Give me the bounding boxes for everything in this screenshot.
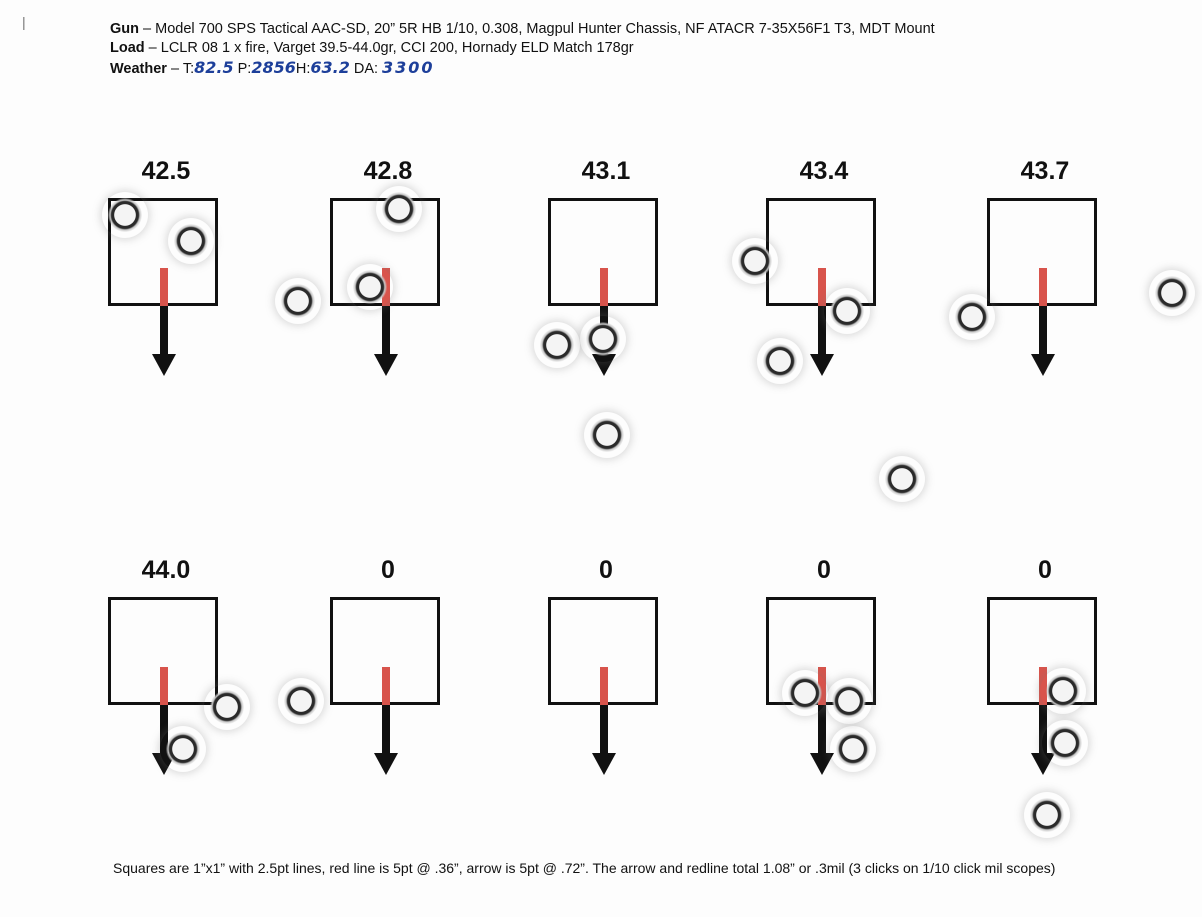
bullet-hole: [836, 732, 870, 766]
weather-p-label: P:: [233, 61, 252, 77]
charge-weight-label: 43.7: [1020, 157, 1070, 185]
arrow-shaft: [382, 705, 390, 755]
bullet-hole: [284, 684, 318, 718]
target-6: [108, 557, 224, 757]
target-5: [987, 158, 1103, 358]
target-4: [766, 158, 882, 358]
bullet-hole: [830, 294, 864, 328]
bullet-hole: [832, 684, 866, 718]
charge-weight-label: 44.0: [141, 556, 191, 584]
target-1: [108, 158, 224, 358]
bullet-hole: [540, 328, 574, 362]
charge-weight-label: 42.8: [363, 157, 413, 185]
footer-note: Squares are 1”x1” with 2.5pt lines, red line is 5pt @ .36”, arrow is 5pt @ .72”. The arrow and redline total 1.08” or .3mil (3 clicks on 1/10 click mil scopes): [113, 860, 1056, 876]
weather-line: [110, 58, 935, 79]
charge-weight-label: 43.1: [581, 157, 631, 185]
target-8: [548, 557, 664, 757]
bullet-hole: [210, 690, 244, 724]
target-9: [766, 557, 882, 757]
bullet-hole: [788, 676, 822, 710]
bullet-hole: [382, 192, 416, 226]
weather-label: Weather: [110, 61, 167, 77]
bullet-hole: [590, 418, 624, 452]
arrow-down-icon: [374, 354, 398, 376]
red-line: [818, 268, 826, 306]
arrow-down-icon: [374, 753, 398, 775]
red-line: [160, 667, 168, 705]
bullet-hole: [174, 224, 208, 258]
red-line: [1039, 268, 1047, 306]
bullet-hole: [1046, 674, 1080, 708]
arrow-down-icon: [810, 354, 834, 376]
red-line: [160, 268, 168, 306]
red-line: [382, 667, 390, 705]
scan-mark: |: [22, 14, 26, 30]
red-line: [600, 268, 608, 306]
charge-weight-label: 0: [1038, 556, 1052, 584]
weather-da-value: 3300: [382, 58, 435, 77]
bullet-hole: [108, 198, 142, 232]
weather-t-value: 82.5: [194, 58, 234, 77]
weather-da-label: DA:: [349, 61, 379, 77]
charge-weight-label: 0: [817, 556, 831, 584]
bullet-hole: [763, 344, 797, 378]
target-10: [987, 557, 1103, 757]
arrow-down-icon: [1031, 354, 1055, 376]
arrow-down-icon: [152, 354, 176, 376]
bullet-hole: [1030, 798, 1064, 832]
load-line: [110, 39, 935, 58]
bullet-hole: [586, 322, 620, 356]
load-info-header: [110, 20, 935, 79]
bullet-hole: [166, 732, 200, 766]
load-text: – LCLR 08 1 x fire, Varget 39.5-44.0gr, CCI 200, Hornady ELD Match 178gr: [144, 40, 634, 56]
arrow-down-icon: [592, 753, 616, 775]
charge-weight-label: 0: [599, 556, 613, 584]
bullet-hole: [885, 462, 919, 496]
weather-t-label: – T:: [166, 61, 195, 77]
weather-p-value: 2856: [251, 58, 296, 77]
weather-h-value: 63.2: [310, 58, 350, 77]
arrow-shaft: [1039, 306, 1047, 356]
charge-weight-label: 0: [381, 556, 395, 584]
charge-weight-label: 42.5: [141, 157, 191, 185]
red-line: [600, 667, 608, 705]
bullet-hole: [955, 300, 989, 334]
load-label: Load: [110, 40, 145, 56]
bullet-hole: [1155, 276, 1189, 310]
bullet-hole: [738, 244, 772, 278]
arrow-shaft: [382, 306, 390, 356]
bullet-hole: [1048, 726, 1082, 760]
gun-text: – Model 700 SPS Tactical AAC-SD, 20” 5R HB 1/10, 0.308, Magpul Hunter Chassis, NF ATACR 7-35X56F1 T3, MDT Mount: [139, 21, 935, 37]
charge-weight-label: 43.4: [799, 157, 849, 185]
weather-h-label: H:: [295, 61, 311, 77]
target-7: [330, 557, 446, 757]
bullet-hole: [281, 284, 315, 318]
gun-line: [110, 20, 935, 39]
arrow-shaft: [818, 705, 826, 755]
arrow-shaft: [160, 306, 168, 356]
bullet-hole: [353, 270, 387, 304]
arrow-shaft: [600, 705, 608, 755]
gun-label: Gun: [110, 21, 139, 37]
